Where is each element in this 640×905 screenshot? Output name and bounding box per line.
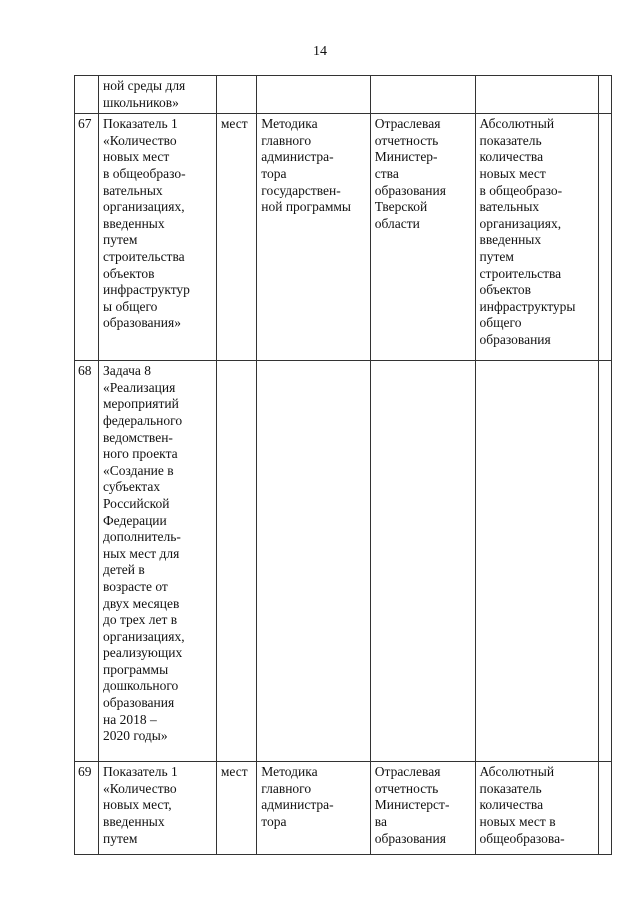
row-number-cell: 68 (75, 361, 99, 762)
indicator-table (74, 75, 612, 855)
row-number-cell: 69 (75, 762, 99, 855)
method-cell (257, 361, 371, 762)
method-cell (257, 76, 371, 114)
indicator-name-cell: Задача 8 «Реализация мероприятий федерального ведомствен- ного проекта «Создание в субъектах Российской Федерации дополнитель- ных мест для детей в возрасте от двух месяцев до трех лет в организациях, реализующих программы дошкольного образования на 2018 – 2020 годы» (99, 361, 217, 762)
source-cell (370, 361, 475, 762)
description-cell: Абсолютный показатель количества новых мест в общеобразо- вательных организациях, введенных путем строительства объектов инфраструктуры общего образования (475, 114, 598, 361)
page-number: 14 (313, 44, 327, 59)
indicator-name-cell: Показатель 1 «Количество новых мест, введенных путем (99, 762, 217, 855)
unit-cell (216, 76, 256, 114)
empty-cell (598, 762, 611, 855)
unit-cell (216, 361, 256, 762)
description-cell (475, 76, 598, 114)
source-cell: Отраслевая отчетность Министер- ства образования Тверской области (370, 114, 475, 361)
indicator-name-cell: Показатель 1 «Количество новых мест в общеобразо- вательных организациях, введенных путем строительства объектов инфраструктур ы общего образования» (99, 114, 217, 361)
table-row (75, 114, 612, 361)
description-cell (475, 361, 598, 762)
row-number-cell (75, 76, 99, 114)
unit-cell: мест (216, 114, 256, 361)
source-cell (370, 76, 475, 114)
description-cell: Абсолютный показатель количества новых мест в общеобразова- (475, 762, 598, 855)
unit-cell: мест (216, 762, 256, 855)
table-row (75, 76, 612, 114)
method-cell: Методика главного администра- тора (257, 762, 371, 855)
empty-cell (598, 114, 611, 361)
row-number-cell: 67 (75, 114, 99, 361)
source-cell: Отраслевая отчетность Министерст- ва образования (370, 762, 475, 855)
empty-cell (598, 361, 611, 762)
table-row (75, 361, 612, 762)
method-cell: Методика главного администра- тора государствен- ной программы (257, 114, 371, 361)
empty-cell (598, 76, 611, 114)
table-row (75, 762, 612, 855)
indicator-name-cell: ной среды для школьников» (99, 76, 217, 114)
